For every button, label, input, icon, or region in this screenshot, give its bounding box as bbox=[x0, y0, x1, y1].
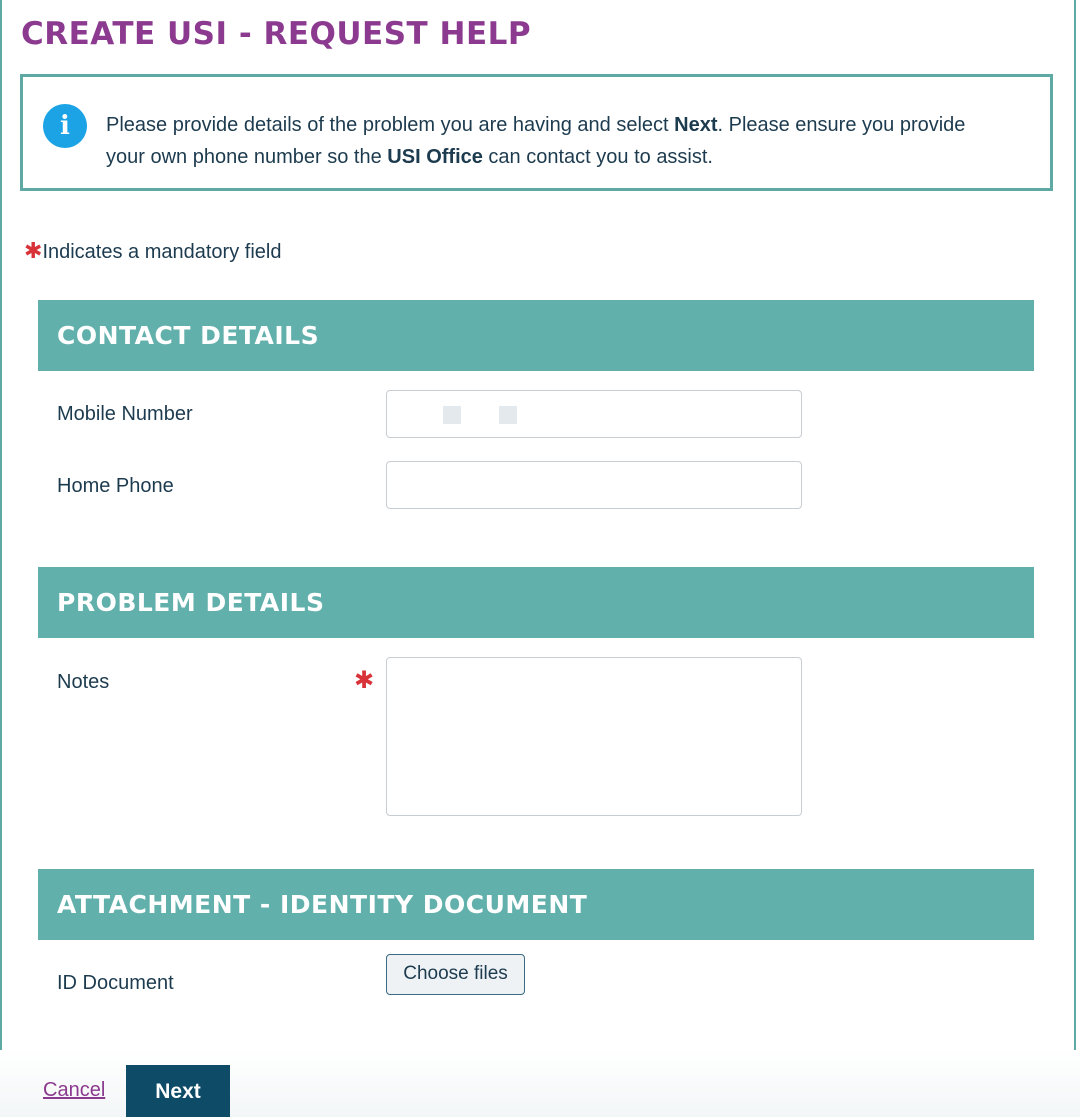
info-text-next: Next bbox=[674, 114, 718, 136]
info-box bbox=[20, 74, 1053, 191]
mandatory-note bbox=[24, 238, 281, 264]
contact-details-header: CONTACT DETAILS bbox=[38, 300, 1034, 371]
required-asterisk-icon: ✱ bbox=[24, 238, 43, 263]
frame-border-right bbox=[1074, 0, 1076, 1117]
mobile-number-label: Mobile Number bbox=[57, 403, 193, 425]
info-text-part2: . Please ensure you provide your own phone number so the bbox=[106, 114, 966, 168]
info-text bbox=[106, 109, 1006, 173]
notes-label: Notes bbox=[57, 671, 110, 693]
masked-value-block bbox=[443, 406, 461, 424]
required-asterisk-icon: ✱ bbox=[354, 667, 375, 694]
mobile-number-input[interactable] bbox=[386, 390, 802, 438]
notes-textarea[interactable] bbox=[386, 657, 802, 816]
id-document-label: ID Document bbox=[57, 972, 174, 994]
next-button[interactable]: Next bbox=[126, 1065, 230, 1117]
problem-details-header: PROBLEM DETAILS bbox=[38, 567, 1034, 638]
info-icon: i bbox=[43, 104, 87, 148]
cancel-link[interactable]: Cancel bbox=[43, 1079, 106, 1101]
info-text-part3: can contact you to assist. bbox=[482, 146, 713, 168]
frame-border-left bbox=[0, 0, 2, 1117]
choose-files-button[interactable]: Choose files bbox=[386, 954, 525, 995]
page-title: CREATE USI - REQUEST HELP bbox=[21, 16, 532, 52]
attachment-header: ATTACHMENT - IDENTITY DOCUMENT bbox=[38, 869, 1034, 940]
mandatory-note-text: Indicates a mandatory field bbox=[42, 241, 282, 263]
info-text-usi-office: USI Office bbox=[387, 146, 483, 168]
home-phone-input[interactable] bbox=[386, 461, 802, 509]
masked-value-block bbox=[499, 406, 517, 424]
home-phone-label: Home Phone bbox=[57, 475, 174, 497]
info-text-part1: Please provide details of the problem you are having and select bbox=[106, 114, 675, 136]
